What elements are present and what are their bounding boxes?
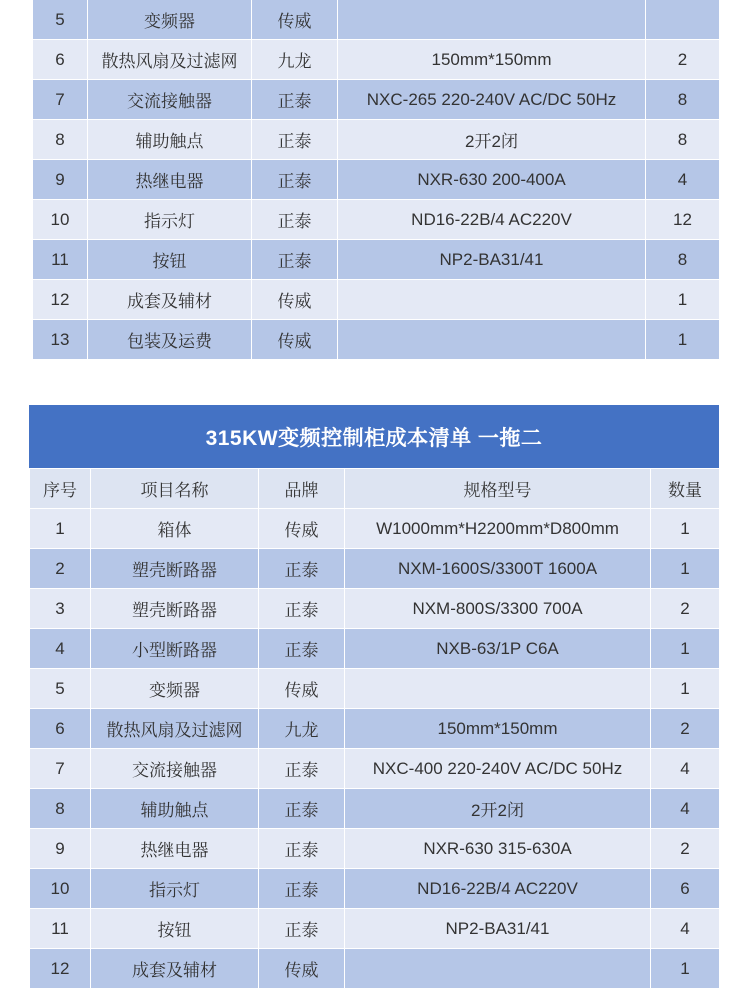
cell-spec: 150mm*150mm [338,40,646,80]
table-row [30,709,720,749]
cost-table-315kw [29,468,720,989]
cell-name: 按钮 [88,240,252,280]
cell-qty: 4 [651,909,720,949]
cell-name: 辅助触点 [88,120,252,160]
cell-index: 13 [33,320,88,360]
cell-spec [338,320,646,360]
table-b-body [30,509,720,989]
table-row [33,320,720,360]
header-cell-name: 项目名称 [91,469,259,509]
cell-brand: 传威 [259,949,345,989]
cell-qty: 2 [651,589,720,629]
cell-brand: 正泰 [252,80,338,120]
table-row [33,280,720,320]
table-row [30,549,720,589]
cell-brand: 正泰 [259,829,345,869]
cell-index: 11 [30,909,91,949]
cell-qty: 4 [651,749,720,789]
cell-name: 小型断路器 [91,629,259,669]
table-row [33,40,720,80]
cell-brand: 正泰 [259,869,345,909]
cell-name: 变频器 [88,0,252,40]
cell-index: 5 [33,0,88,40]
cell-spec: 150mm*150mm [345,709,651,749]
cell-spec: NP2-BA31/41 [338,240,646,280]
cell-spec: 2开2闭 [338,120,646,160]
cell-qty: 2 [651,709,720,749]
cell-name: 交流接触器 [91,749,259,789]
cell-index: 11 [33,240,88,280]
table-row [30,629,720,669]
cell-qty [646,0,720,40]
table-row [33,0,720,40]
cell-spec [338,0,646,40]
cell-brand: 传威 [259,669,345,709]
table-row [33,240,720,280]
table-row [30,869,720,909]
table-row [33,160,720,200]
cell-brand: 正泰 [252,120,338,160]
header-cell-index: 序号 [30,469,91,509]
table-title: 315KW变频控制柜成本清单 一拖二 [29,405,719,468]
cell-index: 8 [33,120,88,160]
cell-index: 1 [30,509,91,549]
table-row [30,669,720,709]
cell-name: 散热风扇及过滤网 [91,709,259,749]
cell-name: 热继电器 [91,829,259,869]
cell-name: 成套及辅材 [88,280,252,320]
header-cell-qty: 数量 [651,469,720,509]
cell-spec: NXR-630 315-630A [345,829,651,869]
cell-qty: 4 [651,789,720,829]
cell-name: 散热风扇及过滤网 [88,40,252,80]
cell-brand: 九龙 [259,709,345,749]
cell-index: 7 [30,749,91,789]
cell-qty: 1 [651,509,720,549]
cell-index: 3 [30,589,91,629]
header-cell-spec: 规格型号 [345,469,651,509]
cell-qty: 8 [646,80,720,120]
cell-qty: 1 [646,280,720,320]
cell-brand: 传威 [252,0,338,40]
cell-name: 指示灯 [91,869,259,909]
cell-spec: NXM-800S/3300 700A [345,589,651,629]
cell-spec: NXC-400 220-240V AC/DC 50Hz [345,749,651,789]
cell-brand: 正泰 [252,240,338,280]
table-row [30,509,720,549]
table-row [30,589,720,629]
cell-qty: 6 [651,869,720,909]
cell-brand: 正泰 [259,789,345,829]
cell-spec: NXB-63/1P C6A [345,629,651,669]
cell-brand: 传威 [252,320,338,360]
cell-qty: 8 [646,120,720,160]
cell-name: 变频器 [91,669,259,709]
cost-table-partial [32,0,720,360]
cell-qty: 2 [646,40,720,80]
cell-index: 5 [30,669,91,709]
cell-brand: 正泰 [259,629,345,669]
cell-index: 6 [30,709,91,749]
cell-name: 按钮 [91,909,259,949]
cell-spec: NXR-630 200-400A [338,160,646,200]
cell-brand: 正泰 [252,160,338,200]
header-row [30,469,720,509]
cell-name: 塑壳断路器 [91,549,259,589]
table-b-header [30,469,720,509]
table-row [30,789,720,829]
cell-index: 10 [30,869,91,909]
cell-brand: 正泰 [259,909,345,949]
cell-index: 12 [30,949,91,989]
cell-name: 热继电器 [88,160,252,200]
cell-name: 箱体 [91,509,259,549]
table-row [30,829,720,869]
table-row [33,80,720,120]
cell-index: 4 [30,629,91,669]
table-row [30,949,720,989]
cell-brand: 传威 [259,509,345,549]
cell-index: 8 [30,789,91,829]
cell-brand: 九龙 [252,40,338,80]
header-cell-brand: 品牌 [259,469,345,509]
cell-brand: 正泰 [259,549,345,589]
cell-spec [345,949,651,989]
cell-index: 2 [30,549,91,589]
cell-qty: 2 [651,829,720,869]
cell-spec [345,669,651,709]
cell-qty: 12 [646,200,720,240]
table-row [33,200,720,240]
cell-name: 交流接触器 [88,80,252,120]
cell-spec: W1000mm*H2200mm*D800mm [345,509,651,549]
cell-name: 指示灯 [88,200,252,240]
cell-index: 10 [33,200,88,240]
table-row [33,120,720,160]
table-a-body [33,0,720,360]
cell-qty: 8 [646,240,720,280]
cell-spec [338,280,646,320]
cell-spec: ND16-22B/4 AC220V [338,200,646,240]
cell-index: 9 [33,160,88,200]
cell-qty: 1 [646,320,720,360]
cell-name: 塑壳断路器 [91,589,259,629]
cell-brand: 传威 [252,280,338,320]
cell-qty: 1 [651,669,720,709]
cell-index: 7 [33,80,88,120]
cell-brand: 正泰 [252,200,338,240]
cell-spec: NXC-265 220-240V AC/DC 50Hz [338,80,646,120]
cell-brand: 正泰 [259,589,345,629]
cell-qty: 4 [646,160,720,200]
cell-qty: 1 [651,549,720,589]
cell-index: 9 [30,829,91,869]
cell-index: 12 [33,280,88,320]
cell-spec: ND16-22B/4 AC220V [345,869,651,909]
cell-index: 6 [33,40,88,80]
cell-name: 辅助触点 [91,789,259,829]
table-row [30,749,720,789]
cell-qty: 1 [651,629,720,669]
table-row [30,909,720,949]
cell-spec: 2开2闭 [345,789,651,829]
cell-qty: 1 [651,949,720,989]
cell-name: 包装及运费 [88,320,252,360]
cell-spec: NP2-BA31/41 [345,909,651,949]
cell-name: 成套及辅材 [91,949,259,989]
cell-spec: NXM-1600S/3300T 1600A [345,549,651,589]
cell-brand: 正泰 [259,749,345,789]
